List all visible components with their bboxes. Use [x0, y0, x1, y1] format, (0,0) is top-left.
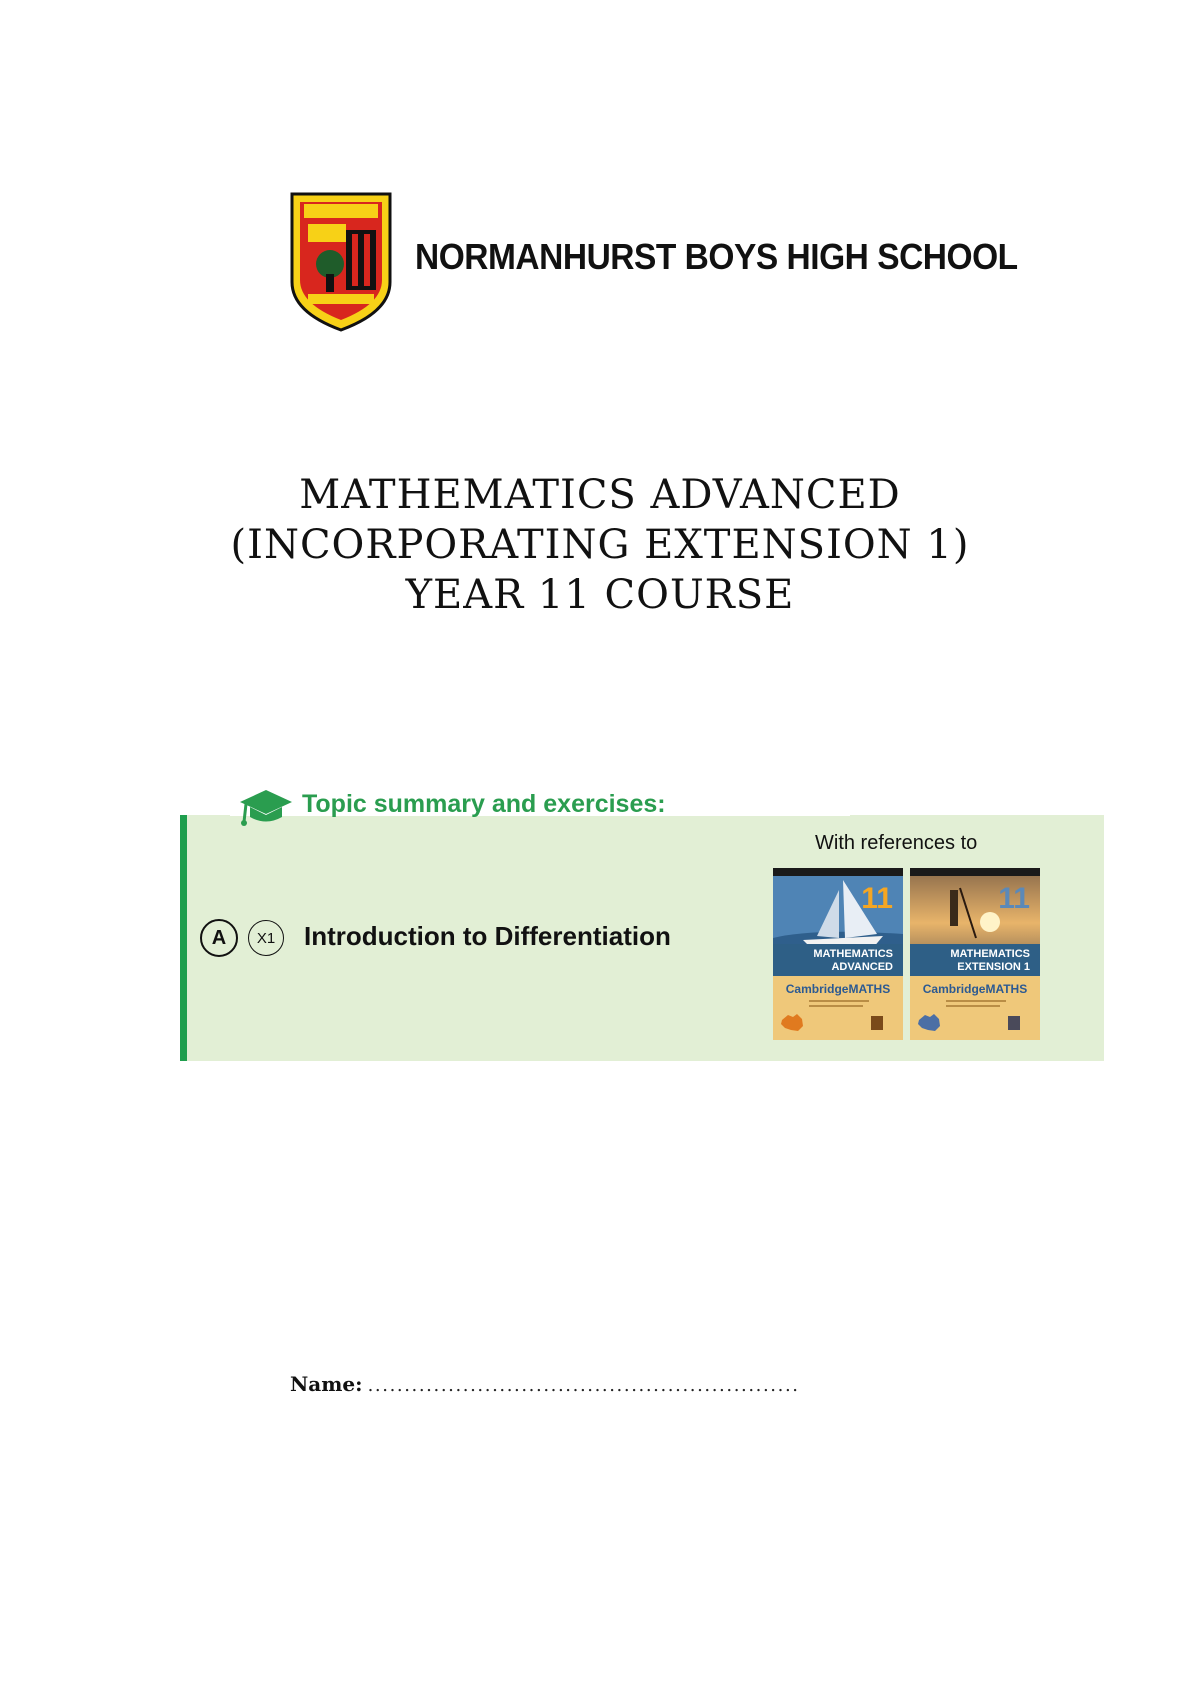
name-label: Name: [290, 1372, 363, 1396]
book-cover-footer [773, 976, 903, 1040]
book-title-band [910, 944, 1040, 976]
book-cover-footer [910, 976, 1040, 1040]
course-title-line-3: YEAR 11 COURSE [405, 572, 795, 618]
book-title-band [773, 944, 903, 976]
course-title [0, 470, 1200, 620]
australia-map-icon [779, 1012, 805, 1034]
course-title-line-2: (INCORPORATING EXTENSION 1) [230, 522, 970, 568]
course-title-line-1: MATHEMATICS ADVANCED [299, 472, 901, 518]
book-title-line-2: ADVANCED [831, 961, 893, 973]
book-brand: CambridgeMATHS [785, 982, 891, 996]
name-field[interactable] [290, 1372, 800, 1396]
school-name: NORMANHURST BOYS HIGH SCHOOL [415, 236, 1018, 277]
name-dotted-line[interactable]: ........................................................... [367, 1375, 800, 1396]
graduation-cap-icon [236, 786, 294, 826]
topic-accent-bar [180, 815, 187, 1061]
book-title-line-1: MATHEMATICS [813, 948, 893, 960]
book-cover-extension-1 [910, 868, 1040, 1040]
book-brand: CambridgeMATHS [922, 982, 1028, 996]
publisher-logo-icon [1008, 1016, 1020, 1030]
advanced-badge: A [200, 919, 238, 957]
australia-map-icon [916, 1012, 942, 1034]
book-cover-advanced [773, 868, 903, 1040]
year-number: 11 [861, 882, 893, 915]
topic-heading: Topic summary and exercises: [302, 790, 666, 818]
book-title-line-2: EXTENSION 1 [957, 961, 1030, 973]
references-label: With references to [815, 832, 978, 854]
year-number: 11 [998, 882, 1030, 915]
school-crest-icon [286, 190, 396, 334]
publisher-logo-icon [871, 1016, 883, 1030]
extension-1-badge: X1 [248, 920, 284, 956]
book-title-line-1: MATHEMATICS [950, 948, 1030, 960]
topic-title: Introduction to Differentiation [304, 921, 671, 951]
